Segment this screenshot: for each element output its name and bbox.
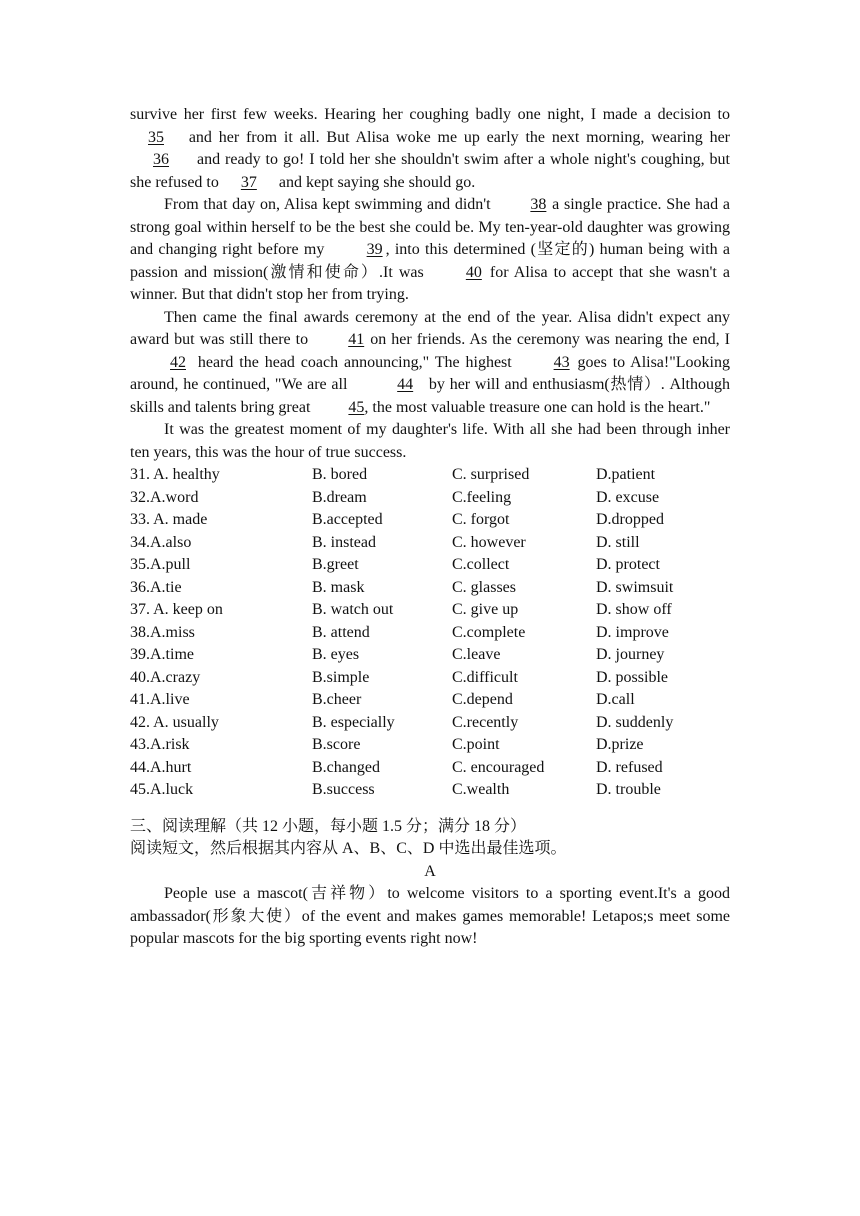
option-42-c: C.recently <box>452 713 519 731</box>
passage-paragraph-4: It was the greatest moment of my daughter's life. With all she had been through inher ten years, this was the hour of true success. <box>130 421 730 461</box>
answer-blank-41: 41 <box>348 331 365 348</box>
option-row-35 <box>130 554 730 577</box>
option-38-d: D. improve <box>596 623 669 641</box>
option-row-38 <box>130 622 730 645</box>
option-37-b: B. watch out <box>312 601 394 618</box>
option-34-b: B. instead <box>312 533 376 551</box>
option-row-32 <box>130 487 730 510</box>
option-34-a: 34.A.also <box>130 533 192 551</box>
passage-paragraph-2: From that day on, Alisa kept swimming and didn't 38 a single practice. She had a strong goal within herself to be the best she could be. My ten-year-old daughter was growing and changing right before my 39 , into this determined (坚定的) human being with a passion and mission(激情和使命）.It was 40 for Alisa to accept that she wasn't a winner. But that didn't stop her from trying. <box>130 196 731 303</box>
answer-blank-43: 43 <box>553 353 570 371</box>
option-31-d: D.patient <box>596 466 656 483</box>
passage-paragraph-1: survive her first few weeks. Hearing her coughing badly one night, I made a decision to 35 and her from it all. But Alisa woke me up early the next morning, wearing her 36 and ready to go! I told her she shouldn't swim after a whole night's coughing, but she refused to 37 and kept saying she should go. <box>130 104 730 194</box>
passage-label: A <box>424 862 436 880</box>
option-31-c: C. surprised <box>452 466 530 483</box>
option-41-b: B.cheer <box>312 691 362 708</box>
option-row-31 <box>130 464 730 487</box>
option-37-a: 37. A. keep on <box>130 601 223 618</box>
option-39-b: B. eyes <box>312 646 360 663</box>
option-45-b: B.success <box>312 781 375 798</box>
answer-blank-45: 45 <box>348 398 365 416</box>
answer-blank-37: 37 <box>240 173 257 191</box>
option-row-45 <box>130 779 730 802</box>
option-row-39 <box>130 644 730 667</box>
answer-blank-40: 40 <box>465 263 482 281</box>
option-33-b: B.accepted <box>312 511 383 528</box>
option-44-a: 44.A.hurt <box>130 758 192 776</box>
option-38-c: C.complete <box>452 623 526 641</box>
option-35-d: D. protect <box>596 556 660 573</box>
option-36-b: B. mask <box>312 578 365 596</box>
option-32-d: D. excuse <box>596 488 660 506</box>
option-45-a: 45.A.luck <box>130 781 194 798</box>
option-32-a: 32.A.word <box>130 488 199 506</box>
option-32-c: C.feeling <box>452 488 512 506</box>
option-row-44 <box>130 757 730 780</box>
option-row-34 <box>130 532 730 555</box>
section-title: 三、阅读理解（共 12 小题，每小题 1.5 分；满分 18 分） <box>130 817 527 835</box>
option-34-d: D. still <box>596 533 640 551</box>
option-41-d: D.call <box>596 691 635 708</box>
option-row-36 <box>130 577 730 600</box>
answer-blank-44: 44 <box>397 376 414 393</box>
answer-blank-35: 35 <box>148 128 164 146</box>
option-43-c: C.point <box>452 736 500 753</box>
option-row-42 <box>130 712 730 735</box>
option-44-b: B.changed <box>312 758 380 776</box>
option-41-c: C.depend <box>452 691 513 708</box>
option-31-a: 31. A. healthy <box>130 466 220 483</box>
option-33-d: D.dropped <box>596 511 664 528</box>
document-page <box>130 104 730 951</box>
option-42-a: 42. A. usually <box>130 713 219 731</box>
option-45-c: C.wealth <box>452 781 510 798</box>
answer-blank-42: 42 <box>170 353 186 371</box>
option-36-a: 36.A.tie <box>130 578 182 596</box>
option-38-b: B. attend <box>312 623 370 641</box>
option-32-b: B.dream <box>312 488 367 506</box>
passage-paragraph-3: Then came the final awards ceremony at the end of the year. Alisa didn't expect any award but was still there to 41 on her friends. As the ceremony was nearing the end, I 42 heard the head coach announcing," The highest 43 goes to Alisa!"Looking around, he continued, "We are all 44 by her will and enthusiasm(热情）. Although skills and talents bring great 45, the most valuable treasure one can hold is the heart." <box>130 307 730 420</box>
option-31-b: B. bored <box>312 466 368 483</box>
option-row-40 <box>130 667 730 690</box>
option-41-a: 41.A.live <box>130 691 190 708</box>
option-40-c: C.difficult <box>452 668 518 686</box>
answer-blank-39: 39 <box>366 241 383 258</box>
answer-options <box>130 464 730 802</box>
option-37-c: C. give up <box>452 601 519 618</box>
option-39-c: C.leave <box>452 646 501 663</box>
option-38-a: 38.A.miss <box>130 623 195 641</box>
option-36-d: D. swimsuit <box>596 578 674 596</box>
option-40-b: B.simple <box>312 668 370 686</box>
reading-paragraph: People use a mascot(吉祥物）to welcome visitors to a sporting event.It's a good ambassador(形象大使）of the event and makes games memorable! Letapos;s meet some popular mascots for the big sporting events right now! <box>130 885 730 947</box>
option-row-41 <box>130 689 730 712</box>
option-34-c: C. however <box>452 533 526 551</box>
option-44-d: D. refused <box>596 758 663 776</box>
option-35-c: C.collect <box>452 556 510 573</box>
option-43-d: D.prize <box>596 736 644 753</box>
option-37-d: D. show off <box>596 601 672 618</box>
option-42-d: D. suddenly <box>596 713 674 731</box>
option-39-a: 39.A.time <box>130 646 194 663</box>
option-33-c: C. forgot <box>452 511 510 528</box>
option-45-d: D. trouble <box>596 781 661 798</box>
option-row-43 <box>130 734 730 757</box>
section-instructions: 阅读短文，然后根据其内容从 A、B、C、D 中选出最佳选项。 <box>130 840 567 857</box>
option-row-37 <box>130 599 730 622</box>
option-44-c: C. encouraged <box>452 758 545 776</box>
option-42-b: B. especially <box>312 713 395 731</box>
option-33-a: 33. A. made <box>130 511 208 528</box>
answer-blank-36: 36 <box>153 151 169 168</box>
option-row-33 <box>130 509 730 532</box>
option-43-b: B.score <box>312 736 361 753</box>
option-39-d: D. journey <box>596 646 665 663</box>
option-40-a: 40.A.crazy <box>130 668 201 686</box>
option-43-a: 43.A.risk <box>130 736 190 753</box>
option-36-c: C. glasses <box>452 578 516 596</box>
option-35-b: B.greet <box>312 556 359 573</box>
option-35-a: 35.A.pull <box>130 556 191 573</box>
option-40-d: D. possible <box>596 668 668 686</box>
answer-blank-38: 38 <box>530 196 547 213</box>
